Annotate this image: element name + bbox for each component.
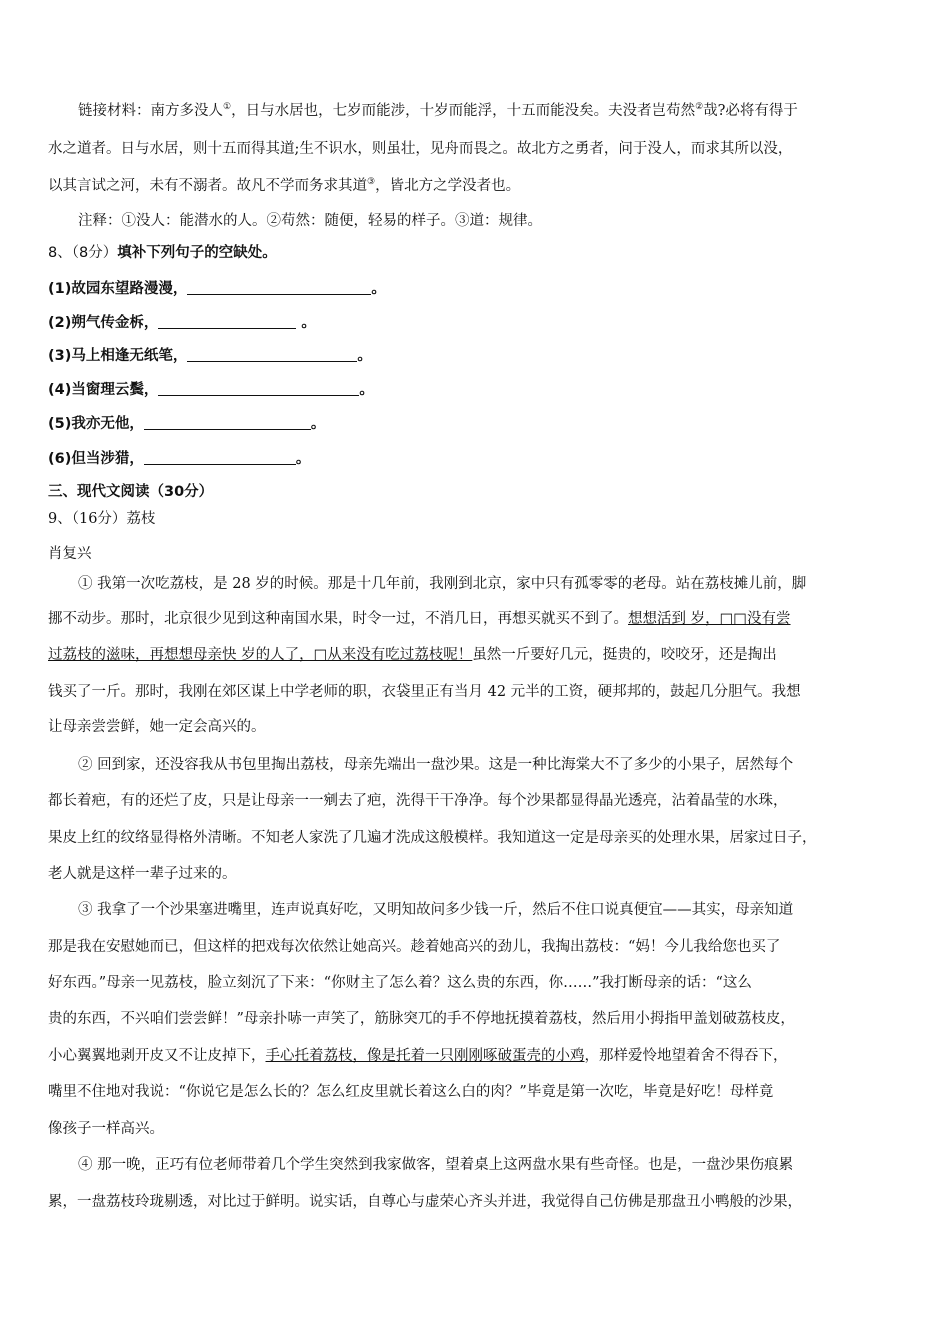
paragraph-2-line-3: 果皮上红的纹络显得格外清晰。不知老人家洗了几遍才洗成这般模样。我知道这一定是母亲买的处理水果，居家过日子， <box>48 830 817 846</box>
item-text: (3)马上相逢无纸笔， <box>48 348 188 364</box>
text: ，日与水居也，七岁而能涉，十岁而能浮，十五而能没矣。夫没者岂苟然 <box>231 103 696 119</box>
paragraph-3-line-4: 贵的东西，不兴咱们尝尝鲜！”母亲扑哧一声笑了，筋脉突兀的手不停地抚摸着荔枝，然后用小拇指甲盖划破荔枝皮， <box>48 1011 795 1027</box>
fill-blank-item-5 <box>48 414 918 434</box>
text: ，皆北方之学没者也。 <box>375 178 521 194</box>
fill-blank-item-1 <box>48 279 918 299</box>
item-text: (6)但当涉猎， <box>48 451 144 467</box>
item-end: 。 <box>295 451 311 467</box>
item-end: 。 <box>371 281 386 297</box>
paragraph-1-line-4: 钱买了一斤。那时，我刚在郊区谋上中学老师的职，衣袋里正有当月 42 元半的工资，硬邦邦的，鼓起几分胆气。我想 <box>48 684 801 700</box>
item-text: (2)朔气传金柝， <box>48 315 159 331</box>
answer-blank[interactable] <box>158 381 359 396</box>
question-9-heading: 9、（16分）荔枝 <box>48 511 156 527</box>
link-material-line-2: 水之道者。日与水居，则十五而得其道;生不识水，则虽壮，见舟而畏之。故北方之勇者，问于没人，而求其所以没， <box>48 141 793 157</box>
answer-blank[interactable] <box>187 347 357 362</box>
text: ，那样爱怜地望着舍不得吞下， <box>584 1048 788 1064</box>
fill-blank-item-4 <box>48 380 918 400</box>
paragraph-4-line-2: 累，一盘荔枝玲珑剔透，对比过于鲜明。说实话，自尊心与虚荣心齐头并进，我觉得自己仿佛是那盘丑小鸭般的沙果， <box>48 1194 802 1210</box>
footnote-mark: ② <box>695 102 704 112</box>
answer-blank[interactable] <box>144 415 311 430</box>
footnote-mark: ① <box>223 102 232 112</box>
annotation-note: 注释：①没人：能潜水的人。②苟然：随便，轻易的样子。③道：规律。 <box>78 213 542 229</box>
item-text: (1)故园东望路漫漫， <box>48 281 188 297</box>
paragraph-3-line-6: 嘴里不住地对我说：“你说它是怎么长的？怎么红皮里就长着这么白的肉？”毕竟是第一次吃，毕竟是好吃！母样竟 <box>48 1084 774 1100</box>
paragraph-2-line-4: 老人就是这样一辈子过来的。 <box>48 866 237 882</box>
paragraph-1-line-2 <box>48 609 918 629</box>
answer-blank[interactable] <box>158 314 296 329</box>
paragraph-1-line-1: ① 我第一次吃荔枝，是 28 岁的时候。那是十几年前，我刚到北京，家中只有孤零零的老母。站在荔枝摊儿前，脚 <box>78 576 807 592</box>
link-material-line-3 <box>48 176 918 196</box>
paragraph-3-line-1: ③ 我拿了一个沙果塞进嘴里，连声说真好吃，又明知故问多少钱一斤，然后不住口说真便宜——其实，母亲知道 <box>78 902 794 918</box>
item-end: 。 <box>357 348 372 364</box>
item-text: (4)当窗理云鬓， <box>48 382 159 398</box>
question-number: 8、（8分） <box>48 245 118 261</box>
text: 哉?必将有得于 <box>703 103 798 119</box>
item-end: 。 <box>310 416 326 432</box>
paragraph-3-line-3: 好东西。”母亲一见荔枝，脸立刻沉了下来：“你财主了怎么着？这么贵的东西，你……”我打断母亲的话：“这么 <box>48 975 752 991</box>
text: 小心翼翼地剥开皮又不让皮掉下， <box>48 1048 266 1064</box>
paragraph-4-line-1: ④ 那一晚，正巧有位老师带着几个学生突然到我家做客，望着桌上这两盘水果有些奇怪。也是，一盘沙果伤痕累 <box>78 1157 794 1173</box>
link-material-line-1 <box>78 101 918 121</box>
text: 挪不动步。那时，北京很少见到这种南国水果，时令一过，不消几日，再想买就买不到了。 <box>48 611 628 627</box>
answer-blank[interactable] <box>144 450 296 465</box>
fill-blank-item-3 <box>48 346 918 366</box>
underlined-text: 手心托着荔枝，像是托着一只刚刚啄破蛋壳的小鸡 <box>265 1048 585 1064</box>
article-author: 肖复兴 <box>48 546 92 562</box>
paragraph-3-line-2: 那是我在安慰她而已，但这样的把戏每次依然让她高兴。趁着她高兴的劲儿，我掏出荔枝：“妈！今儿我给您也买了 <box>48 939 781 955</box>
fill-blank-item-6 <box>48 449 918 469</box>
paragraph-3-line-7: 像孩子一样高兴。 <box>48 1121 164 1137</box>
paragraph-2-line-2: 都长着疤，有的还烂了皮，只是让母亲一一剜去了疤，洗得干干净净。每个沙果都显得晶光透亮，沾着晶莹的水珠， <box>48 793 788 809</box>
paragraph-2-line-1: ② 回到家，还没容我从书包里掏出荔枝，母亲先端出一盘沙果。这是一种比海棠大不了多少的小果子，居然每个 <box>78 757 794 773</box>
text: 虽然一斤要好几元，挺贵的，咬咬牙，还是掏出 <box>472 647 777 663</box>
answer-blank[interactable] <box>187 280 371 295</box>
paragraph-1-line-3 <box>48 645 918 665</box>
underlined-text: 过荔枝的滋味，再想想母亲快 岁的人了，□从来没有吃过荔枝呢！ <box>48 647 473 663</box>
paragraph-3-line-5 <box>48 1046 918 1066</box>
text: 链接材料：南方多没人 <box>78 103 223 119</box>
footnote-mark: ③ <box>367 177 376 187</box>
item-text: (5)我亦无他， <box>48 416 144 432</box>
text: 以其言试之河，未有不溺者。故凡不学而务求其道 <box>48 178 367 194</box>
fill-blank-item-2 <box>48 313 918 333</box>
item-end: 。 <box>296 315 316 331</box>
section-heading: 三、现代文阅读（30分） <box>48 484 214 500</box>
question-8-heading <box>48 243 918 263</box>
question-title: 填补下列句子的空缺处。 <box>117 245 277 261</box>
underlined-text: 想想活到 岁，□□没有尝 <box>628 611 791 627</box>
paragraph-1-line-5: 让母亲尝尝鲜，她一定会高兴的。 <box>48 719 266 735</box>
item-end: 。 <box>359 382 374 398</box>
